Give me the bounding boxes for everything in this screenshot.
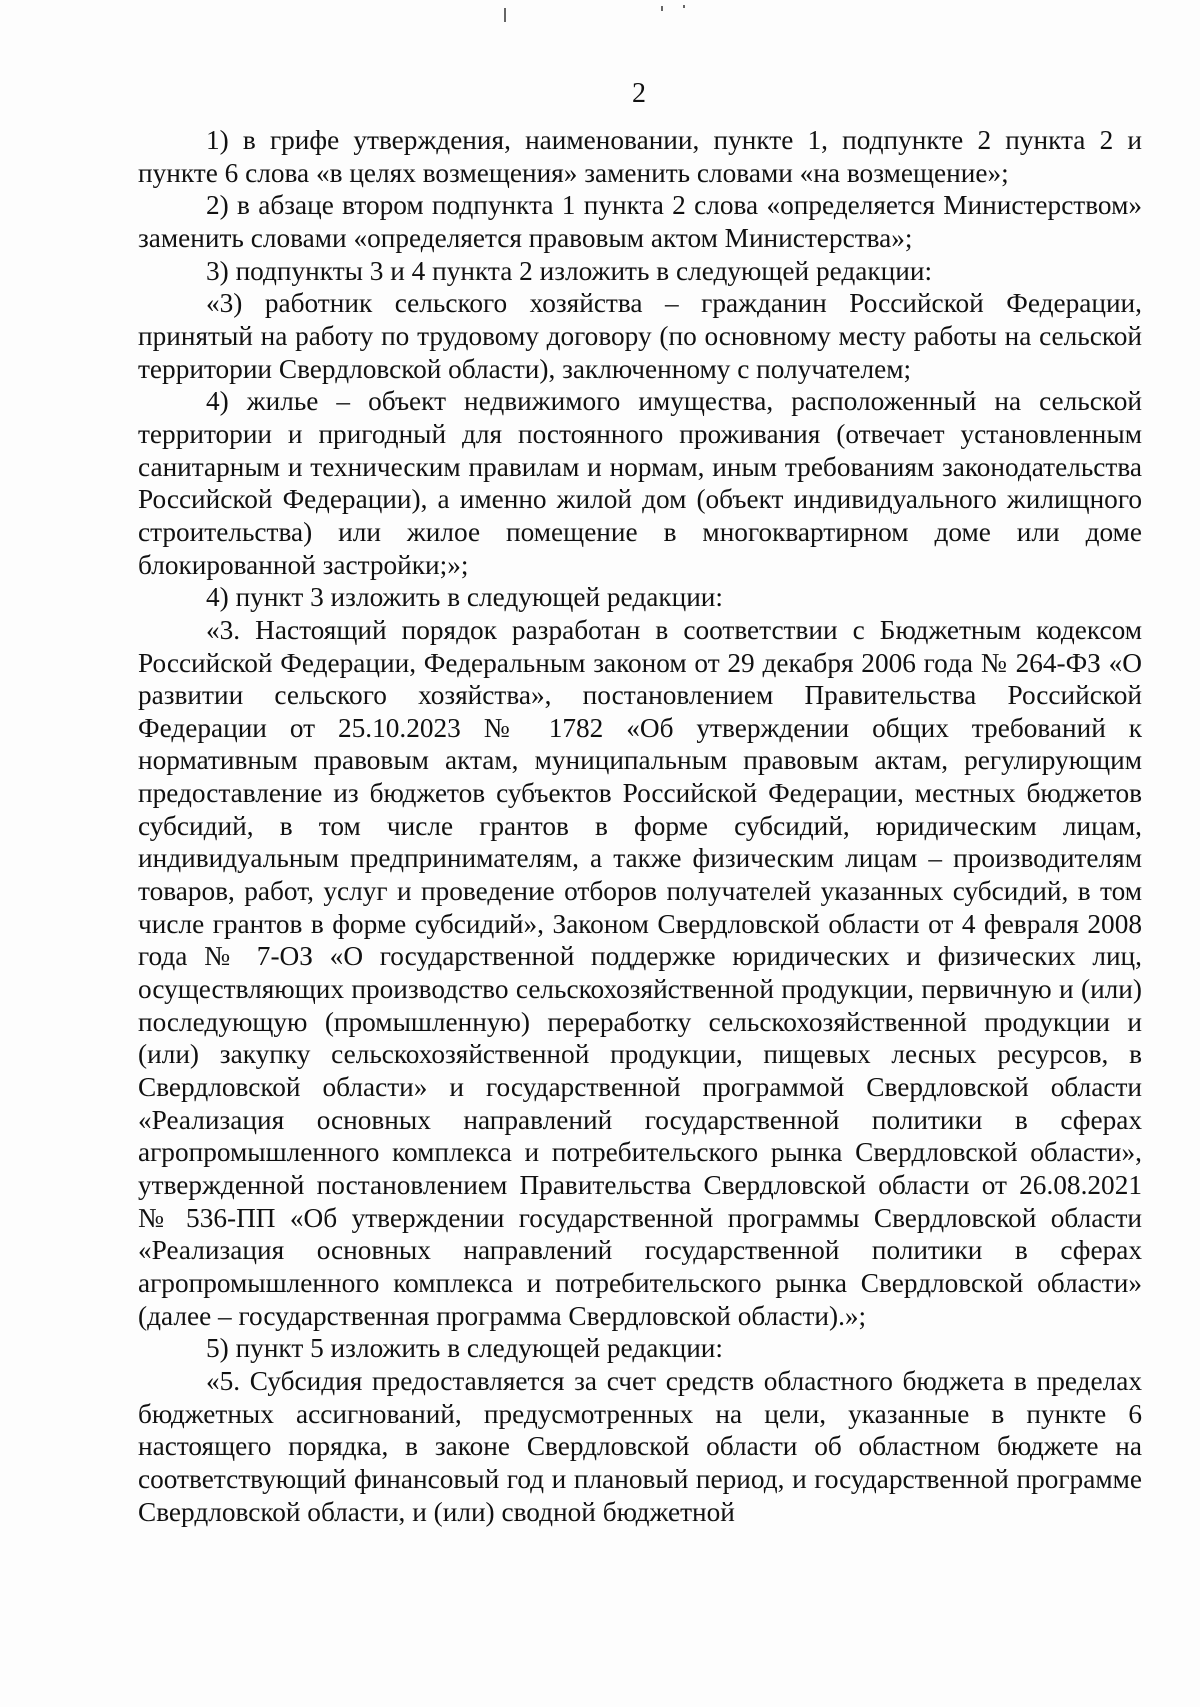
document-body: [138, 124, 1142, 1528]
paragraph: «3. Настоящий порядок разработан в соответствии с Бюджетным кодексом Российской Федерации, Федеральным законом от 29 декабря 2006 года № 264-ФЗ «О развитии сельского хозяйства», постановлением Правительства Российской Федерации от 25.10.2023 № 1782 «Об утверждении общих требований к нормативным правовым актам, муниципальным правовым актам, регулирующим предоставление из бюджетов субъектов Российской Федерации, местных бюджетов субсидий, в том числе грантов в форме субсидий, юридическим лицам, индивидуальным предпринимателям, а также физическим лицам – производителям товаров, работ, услуг и проведение отборов получателей указанных субсидий, в том числе грантов в форме субсидий», Законом Свердловской области от 4 февраля 2008 года № 7-ОЗ «О государственной поддержке юридических и физических лиц, осуществляющих производство сельскохозяйственной продукции, первичную и (или) последующую (промышленную) переработку сельскохозяйственной продукции и (или) закупку сельскохозяйственной продукции, пищевых лесных ресурсов, в Свердловской области» и государственной программой Свердловской области «Реализация основных направлений государственной политики в сферах агропромышленного комплекса и потребительского рынка Свердловской области», утвержденной постановлением Правительства Свердловской области от 26.08.2021 № 536-ПП «Об утверждении государственной программы Свердловской области «Реализация основных направлений государственной политики в сферах агропромышленного комплекса и потребительского рынка Свердловской области» (далее – государственная программа Свердловской области).»;: [138, 614, 1142, 1331]
paragraph: 4) пункт 3 изложить в следующей редакции:: [206, 582, 723, 613]
scan-artifact: [661, 6, 663, 11]
paragraph: 5) пункт 5 изложить в следующей редакции:: [206, 1333, 723, 1364]
scan-artifact: [683, 5, 685, 8]
page-number: 2: [632, 78, 646, 109]
paragraph: 1) в грифе утверждения, наименовании, пункте 1, подпункте 2 пункта 2 и пункте 6 слова «в целях возмещения» заменить словами «на возмещение»;: [138, 125, 1142, 188]
paragraph: 2) в абзаце втором подпункта 1 пункта 2 слова «определяется Министерством» заменить словами «определяется правовым актом Министерства»;: [138, 190, 1142, 253]
paragraph: «5. Субсидия предоставляется за счет средств областного бюджета в пределах бюджетных ассигнований, предусмотренных на цели, указанные в пункте 6 настоящего порядка, в законе Свердловской области об областном бюджете на соответствующий финансовый год и плановый период, и государственной программе Свердловской области, и (или) сводной бюджетной: [138, 1365, 1142, 1527]
paragraph: 4) жилье – объект недвижимого имущества, расположенный на сельской территории и пригодный для постоянного проживания (отвечает установленным санитарным и техническим правилам и нормам, иным требованиям законодательства Российской Федерации), а именно жилой дом (объект индивидуального жилищного строительства) или жилое помещение в многоквартирном доме или доме блокированной застройки;»;: [138, 386, 1142, 580]
paragraph: 3) подпункты 3 и 4 пункта 2 изложить в следующей редакции:: [206, 255, 933, 286]
paragraph: «3) работник сельского хозяйства – гражданин Российской Федерации, принятый на работу по трудовому договору (по основному месту работы на сельской территории Свердловской области), заключенному с получателем;: [138, 288, 1142, 384]
scan-artifact: [504, 8, 506, 22]
